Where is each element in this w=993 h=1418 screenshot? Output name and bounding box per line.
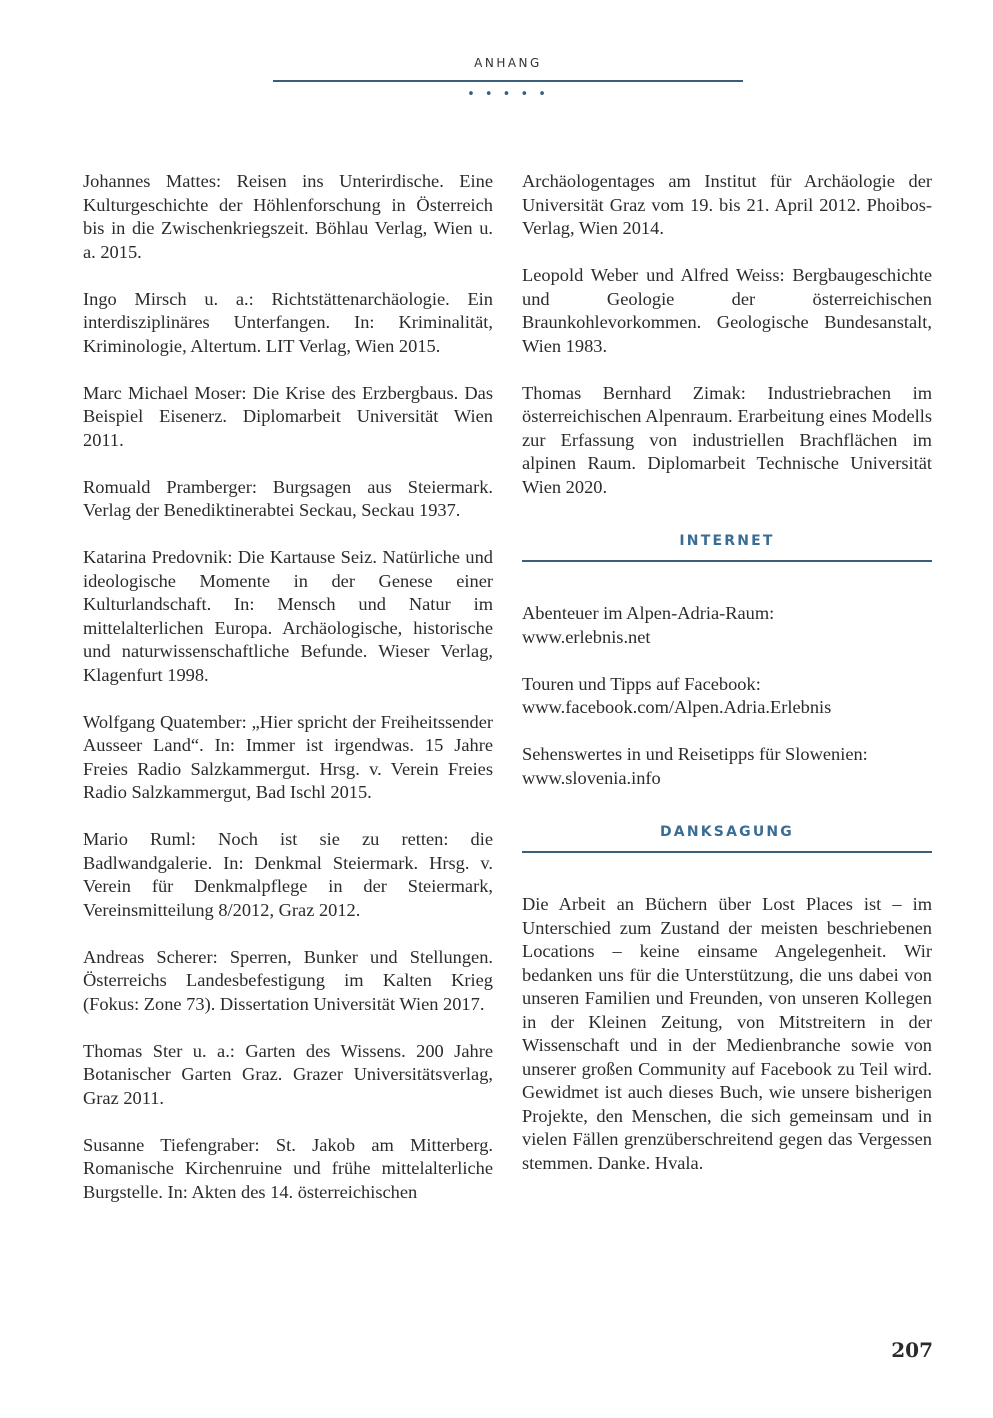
link-url[interactable]: www.facebook.com/Alpen.Adria.Erlebnis <box>522 697 832 717</box>
section-rule <box>522 560 932 562</box>
bibliography-entry: Leopold Weber und Alfred Weiss: Bergbaugeschichte und Geologie der österreichischen Braunkohlevorkommen. Geologische Bundesanstalt, Wien 1983. <box>522 265 932 356</box>
bibliography-entry: Marc Michael Moser: Die Krise des Erzbergbaus. Das Beispiel Eisenerz. Diplomarbeit Universität Wien 2011. <box>83 382 493 450</box>
bibliography-entry: Thomas Ster u. a.: Garten des Wissens. 200 Jahre Botanischer Garten Graz. Grazer Universitätsverlag, Graz 2011. <box>83 1040 493 1108</box>
internet-section <box>522 532 932 790</box>
link-label: Touren und Tipps auf Facebook: <box>522 673 761 694</box>
bibliography-entry: Romuald Pramberger: Burgsagen aus Steiermark. Verlag der Benediktinerabtei Seckau, Seckau 1937. <box>83 476 493 520</box>
internet-link-item <box>522 743 932 790</box>
bibliography-entry: Andreas Scherer: Sperren, Bunker und Stellungen. Österreichs Landesbefestigung im Kalten Krieg (Fokus: Zone 73). Dissertation Universität Wien 2017. <box>83 946 493 1014</box>
bibliography-entry: Katarina Predovnik: Die Kartause Seiz. Natürliche und ideologische Momente in der Genese einer Kulturlandschaft. In: Mensch und Natur im mittelalterlichen Europa. Archäologische, historische und naturwissenschaftliche Befunde. Wieser Verlag, Klagenfurt 1998. <box>83 547 493 685</box>
link-label: Abenteuer im Alpen-Adria-Raum: <box>522 603 775 623</box>
bibliography-entry: Ingo Mirsch u. a.: Richtstättenarchäologie. Ein interdisziplinäres Unterfangen. In: Kriminalität, Kriminologie, Altertum. LIT Verlag, Wien 2015. <box>83 288 493 356</box>
section-rule <box>522 851 932 853</box>
internet-link-item <box>522 602 932 649</box>
danksagung-text: Die Arbeit an Büchern über Lost Places ist – im Unterschied zum Zustand der meisten beschriebenen Locations – keine einsame Angelegenheit. Wir bedanken uns für die Unterstützung, die uns dabei von unseren Familien und Freunden, von unseren Kollegen in der Kleinen Zeitung, von Mitstreitern in der Wissenschaft und in der Medienbranche sowie von unserer großen Community auf Facebook zu Teil wird. Gewidmet ist auch dieses Buch, wie unsere bisherigen Projekte, den Menschen, die sich gemeinsam und in vielen Fällen grenzüberschreitend gegen das Vergessen stemmen. Danke. Hvala. <box>522 894 932 1173</box>
bibliography-entry: Thomas Bernhard Zimak: Industriebrachen im österreichischen Alpenraum. Erarbeitung eines Modells zur Erfassung von industriellen Brachflächen im alpinen Raum. Diplomarbeit Technische Universität Wien 2020. <box>522 382 932 497</box>
bibliography-entry: Wolfgang Quatember: „Hier spricht der Freiheitssender Ausseer Land“. In: Immer ist irgendwas. 15 Jahre Freies Radio Salzkammergut. Hrsg. v. Verein Freies Radio Salzkammergut, Bad Ischl 2015. <box>83 711 493 802</box>
page-number: 207 <box>891 1338 933 1362</box>
header-title: ANHANG <box>474 56 542 70</box>
link-url[interactable]: www.erlebnis.net <box>522 626 651 647</box>
bibliography-entry: Susanne Tiefengraber: St. Jakob am Mitterberg. Romanische Kirchenruine und frühe mittelalterliche Burgstelle. In: Akten des 14. österreichischen <box>83 1134 493 1202</box>
link-url[interactable]: www.slovenia.info <box>522 767 661 788</box>
right-column <box>522 170 932 1199</box>
danksagung-section <box>522 823 932 1175</box>
left-column <box>83 170 493 1228</box>
bibliography-entry: Johannes Mattes: Reisen ins Unterirdische. Eine Kulturgeschichte der Höhlenforschung in Österreich bis in die Zwischenkriegszeit. Böhlau Verlag, Wien u. a. 2015. <box>83 171 493 262</box>
internet-link-item <box>522 673 932 720</box>
danksagung-heading: DANKSAGUNG <box>659 824 794 840</box>
link-label: Sehenswertes in und Reisetipps für Slowenien: <box>522 744 868 764</box>
bibliography-entry: Mario Ruml: Noch ist sie zu retten: die Badlwandgalerie. In: Denkmal Steiermark. Hrsg. v. Verein für Denkmalpflege in der Steiermark, Vereinsmitteilung 8/2012, Graz 2012. <box>83 829 493 920</box>
bibliography-entry: Archäologentages am Institut für Archäologie der Universität Graz vom 19. bis 21. April 2012. Phoibos-Verlag, Wien 2014. <box>522 171 932 238</box>
header-dots: • • • • • <box>467 87 549 102</box>
internet-heading: INTERNET <box>679 533 775 549</box>
header-rule <box>273 80 743 82</box>
